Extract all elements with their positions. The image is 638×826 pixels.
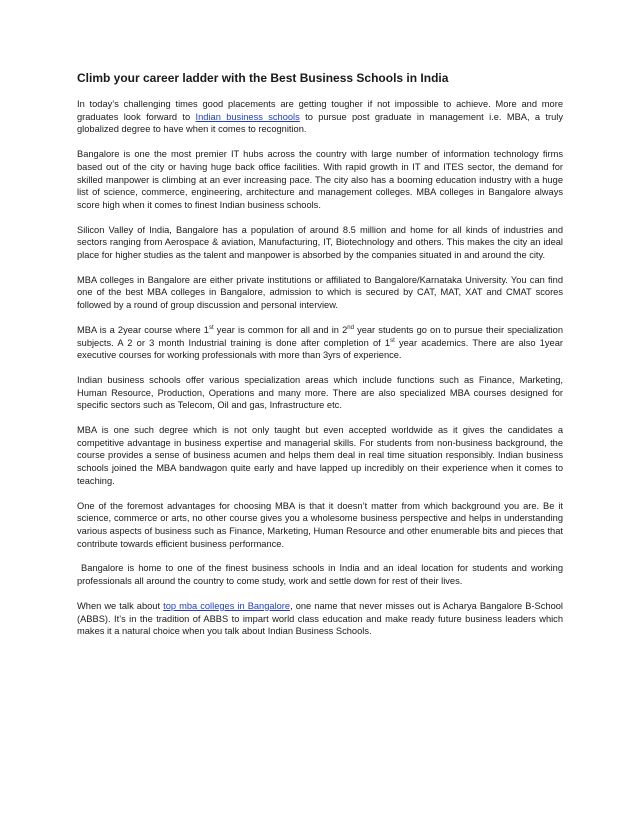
paragraph-text: When we talk about bbox=[77, 600, 164, 611]
paragraph-text: In today’s challenging times good placements are getting tougher if not impossible to achieve. More and more graduates look forward to bbox=[77, 99, 563, 122]
paragraph-text: MBA is a 2year course where 1 bbox=[77, 324, 209, 335]
paragraph-text: year is common for all and in 2 bbox=[213, 324, 348, 335]
indian-business-schools-link[interactable]: Indian business schools bbox=[195, 111, 300, 122]
paragraph-mba-course-duration bbox=[77, 324, 563, 362]
document-page bbox=[77, 70, 566, 650]
paragraph-specializations: Indian business schools offer various specialization areas which include functions such as Finance, Marketing, Human Resource, Production, Operations and many more. There are also specialized MBA courses designed for specific sectors such as Telecom, Oil and gas, Infrastructure etc. bbox=[77, 374, 563, 411]
paragraph-text: , one name that never misses out is Acharya Bangalore B-School (ABBS). It’s in the tradition of ABBS to impart world class education and make ready future business leaders which makes it a natural choice when you talk about Indian Business Schools. bbox=[77, 600, 563, 637]
paragraph-bangalore-home: Bangalore is home to one of the finest business schools in India and an ideal location for students and working professionals all around the country to come study, work and settle down for rest of their lives. bbox=[77, 563, 566, 587]
paragraph-acharya bbox=[77, 600, 563, 638]
ordinal-suffix: nd bbox=[347, 324, 354, 331]
paragraph-mba-colleges-admission: MBA colleges in Bangalore are either private institutions or affiliated to Bangalore/Karnataka University. You can find one of the best MBA colleges in Bangalore, admission to which is secured by CAT, MAT, XAT and CMAT scores followed by a round of group discussion and personal interview. bbox=[77, 274, 563, 311]
ordinal-suffix: st bbox=[208, 324, 214, 331]
paragraph-worldwide-acceptance: MBA is one such degree which is not only taught but even accepted worldwide as it gives the candidates a competitive advantage in business expertise and managerial skills. For students from non-business background, the course provides a sense of business acumen and helps them deal in real time situation responsibly. Indian business schools joined the MBA bandwagon quite early and have lapped up incredibly on their experience when it comes to teaching. bbox=[77, 425, 563, 486]
paragraph-text: to pursue post graduate in management i.e. MBA, a truly globalized degree to have when it comes to recognition. bbox=[77, 111, 563, 135]
top-mba-colleges-link[interactable]: top mba colleges in Bangalore bbox=[163, 600, 291, 611]
paragraph-intro bbox=[77, 98, 563, 136]
paragraph-silicon-valley: Silicon Valley of India, Bangalore has a population of around 8.5 million and home for all kinds of industries and sectors ranging from Aerospace & aviation, Manufacturing, IT, Biotechnology and others. This makes the city an ideal place for higher studies as the talent and manpower is absorbed by the companies situated in and around the city. bbox=[77, 224, 563, 261]
ordinal-suffix: st bbox=[390, 337, 395, 344]
paragraph-text: year academics. There are also 1year executive courses for working professionals with more than 3yrs of experience. bbox=[77, 337, 563, 361]
paragraph-advantages: One of the foremost advantages for choosing MBA is that it doesn’t matter from which background you are. Be it science, commerce or arts, no other course gives you a wholesome business perspective and helps in understanding various aspects of business such as Finance, Marketing, Human Resource and other enumerable bits and pieces that contribute towards efficient business performance. bbox=[77, 500, 563, 549]
paragraph-bangalore-it-hub: Bangalore is one the most premier IT hubs across the country with large number of information technology firms based out of the city or having huge back office facilities. With rapid growth in IT and ITES sector, the demand for skilled manpower is climbing at an ever increasing pace. The city also has a booming education industry with a huge list of science, commerce, engineering, architecture and management colleges. MBA colleges in Bangalore always score high when it comes to finest Indian business schools. bbox=[77, 149, 563, 210]
document-title: Climb your career ladder with the Best Business Schools in India bbox=[77, 71, 449, 85]
paragraph-text: year students go on to pursue their specialization subjects. A 2 or 3 month Industrial training is done after completion of 1 bbox=[77, 324, 564, 348]
